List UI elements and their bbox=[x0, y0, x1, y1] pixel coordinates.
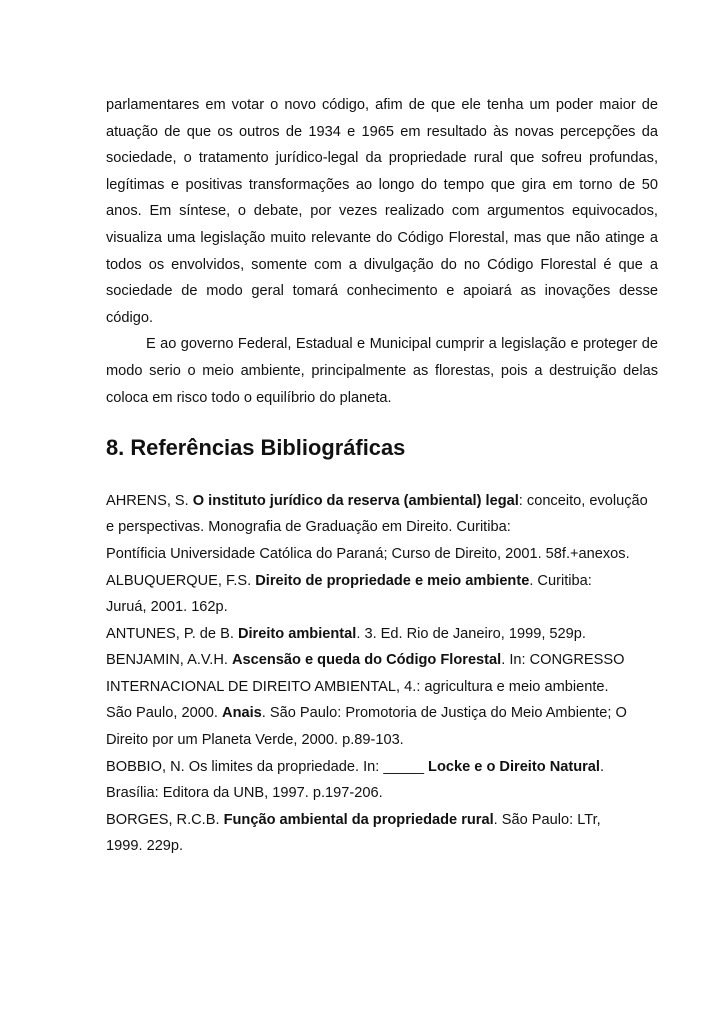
reference-line bbox=[106, 807, 658, 834]
reference-title: Direito ambiental bbox=[237, 625, 357, 642]
reference-title: Direito de propriedade e meio ambiente bbox=[255, 572, 530, 589]
reference-title: O instituto jurídico da reserva (ambiental) legal bbox=[192, 492, 519, 509]
reference-line bbox=[106, 754, 658, 781]
reference-line bbox=[106, 700, 658, 727]
reference-line bbox=[106, 541, 658, 568]
reference-line bbox=[106, 780, 658, 807]
reference-line bbox=[106, 594, 658, 621]
reference-text: . bbox=[599, 758, 605, 775]
reference-text: Juruá, 2001. 162p. bbox=[106, 599, 228, 616]
reference-text: 1999. 229p. bbox=[106, 838, 184, 855]
reference-line bbox=[106, 833, 658, 860]
reference-title: Locke e o Direito Natural bbox=[428, 758, 600, 775]
reference-title: Ascensão e queda do Código Florestal bbox=[231, 652, 502, 669]
reference-text: BOBBIO, N. Os limites da propriedade. In: _____ bbox=[106, 758, 429, 775]
reference-text: ALBUQUERQUE, F.S. bbox=[106, 572, 256, 589]
reference-line bbox=[106, 568, 658, 595]
body-paragraph-1: parlamentares em votar o novo código, afim de que ele tenha um poder maior de atuação de que os outros de 1934 e 1965 em resultado às novas percepções da sociedade, o tratamento jurídico-legal da propriedade rural que sofreu profundas, legítimas e positivas transformações ao longo do tempo que gira em torno de 50 anos. Em síntese, o debate, por vezes realizado com argumentos equivocados, visualiza uma legislação muito relevante do Código Florestal, mas que não atinge a todos os envolvidos, somente com a divulgação do no Código Florestal é que a sociedade de modo geral tomará conhecimento e apoiará as inovações desse código. bbox=[106, 97, 658, 326]
reference-text: . Curitiba: bbox=[529, 572, 592, 589]
document-page bbox=[106, 92, 658, 860]
reference-line bbox=[106, 488, 658, 515]
body-paragraph-2: E ao governo Federal, Estadual e Municipal cumprir a legislação e proteger de modo serio o meio ambiente, principalmente as florestas, pois a destruição delas coloca em risco todo o equilíbrio do planeta. bbox=[106, 336, 658, 406]
reference-text: BORGES, R.C.B. bbox=[106, 811, 224, 828]
reference-text: Brasília: Editora da UNB, 1997. p.197-206. bbox=[106, 785, 383, 802]
reference-title: Função ambiental da propriedade rural bbox=[223, 811, 494, 828]
reference-text: ANTUNES, P. de B. bbox=[106, 625, 238, 642]
reference-text: São Paulo, 2000. bbox=[106, 705, 223, 722]
reference-text: . São Paulo: LTr, bbox=[493, 811, 601, 828]
reference-text: e perspectivas. Monografia de Graduação em Direito. Curitiba: bbox=[106, 519, 511, 536]
reference-line bbox=[106, 514, 658, 541]
reference-text: Direito por um Planeta Verde, 2000. p.89-103. bbox=[106, 732, 404, 749]
reference-text: AHRENS, S. bbox=[106, 492, 193, 509]
reference-title: Anais bbox=[222, 705, 262, 722]
reference-text: . In: CONGRESSO bbox=[501, 652, 625, 669]
reference-text: . 3. Ed. Rio de Janeiro, 1999, 529p. bbox=[356, 625, 586, 642]
reference-line bbox=[106, 727, 658, 754]
reference-text: INTERNACIONAL DE DIREITO AMBIENTAL, 4.: agricultura e meio ambiente. bbox=[106, 678, 609, 695]
references-list bbox=[106, 488, 658, 860]
reference-text: : conceito, evolução bbox=[518, 492, 648, 509]
reference-text: Pontíficia Universidade Católica do Paraná; Curso de Direito, 2001. 58f.+anexos. bbox=[106, 545, 630, 562]
reference-line bbox=[106, 674, 658, 701]
section-title: 8. Referências Bibliográficas bbox=[106, 435, 406, 461]
reference-text: . São Paulo: Promotoria de Justiça do Meio Ambiente; O bbox=[261, 705, 627, 722]
reference-line bbox=[106, 647, 658, 674]
reference-text: BENJAMIN, A.V.H. bbox=[106, 652, 232, 669]
reference-line bbox=[106, 621, 658, 648]
